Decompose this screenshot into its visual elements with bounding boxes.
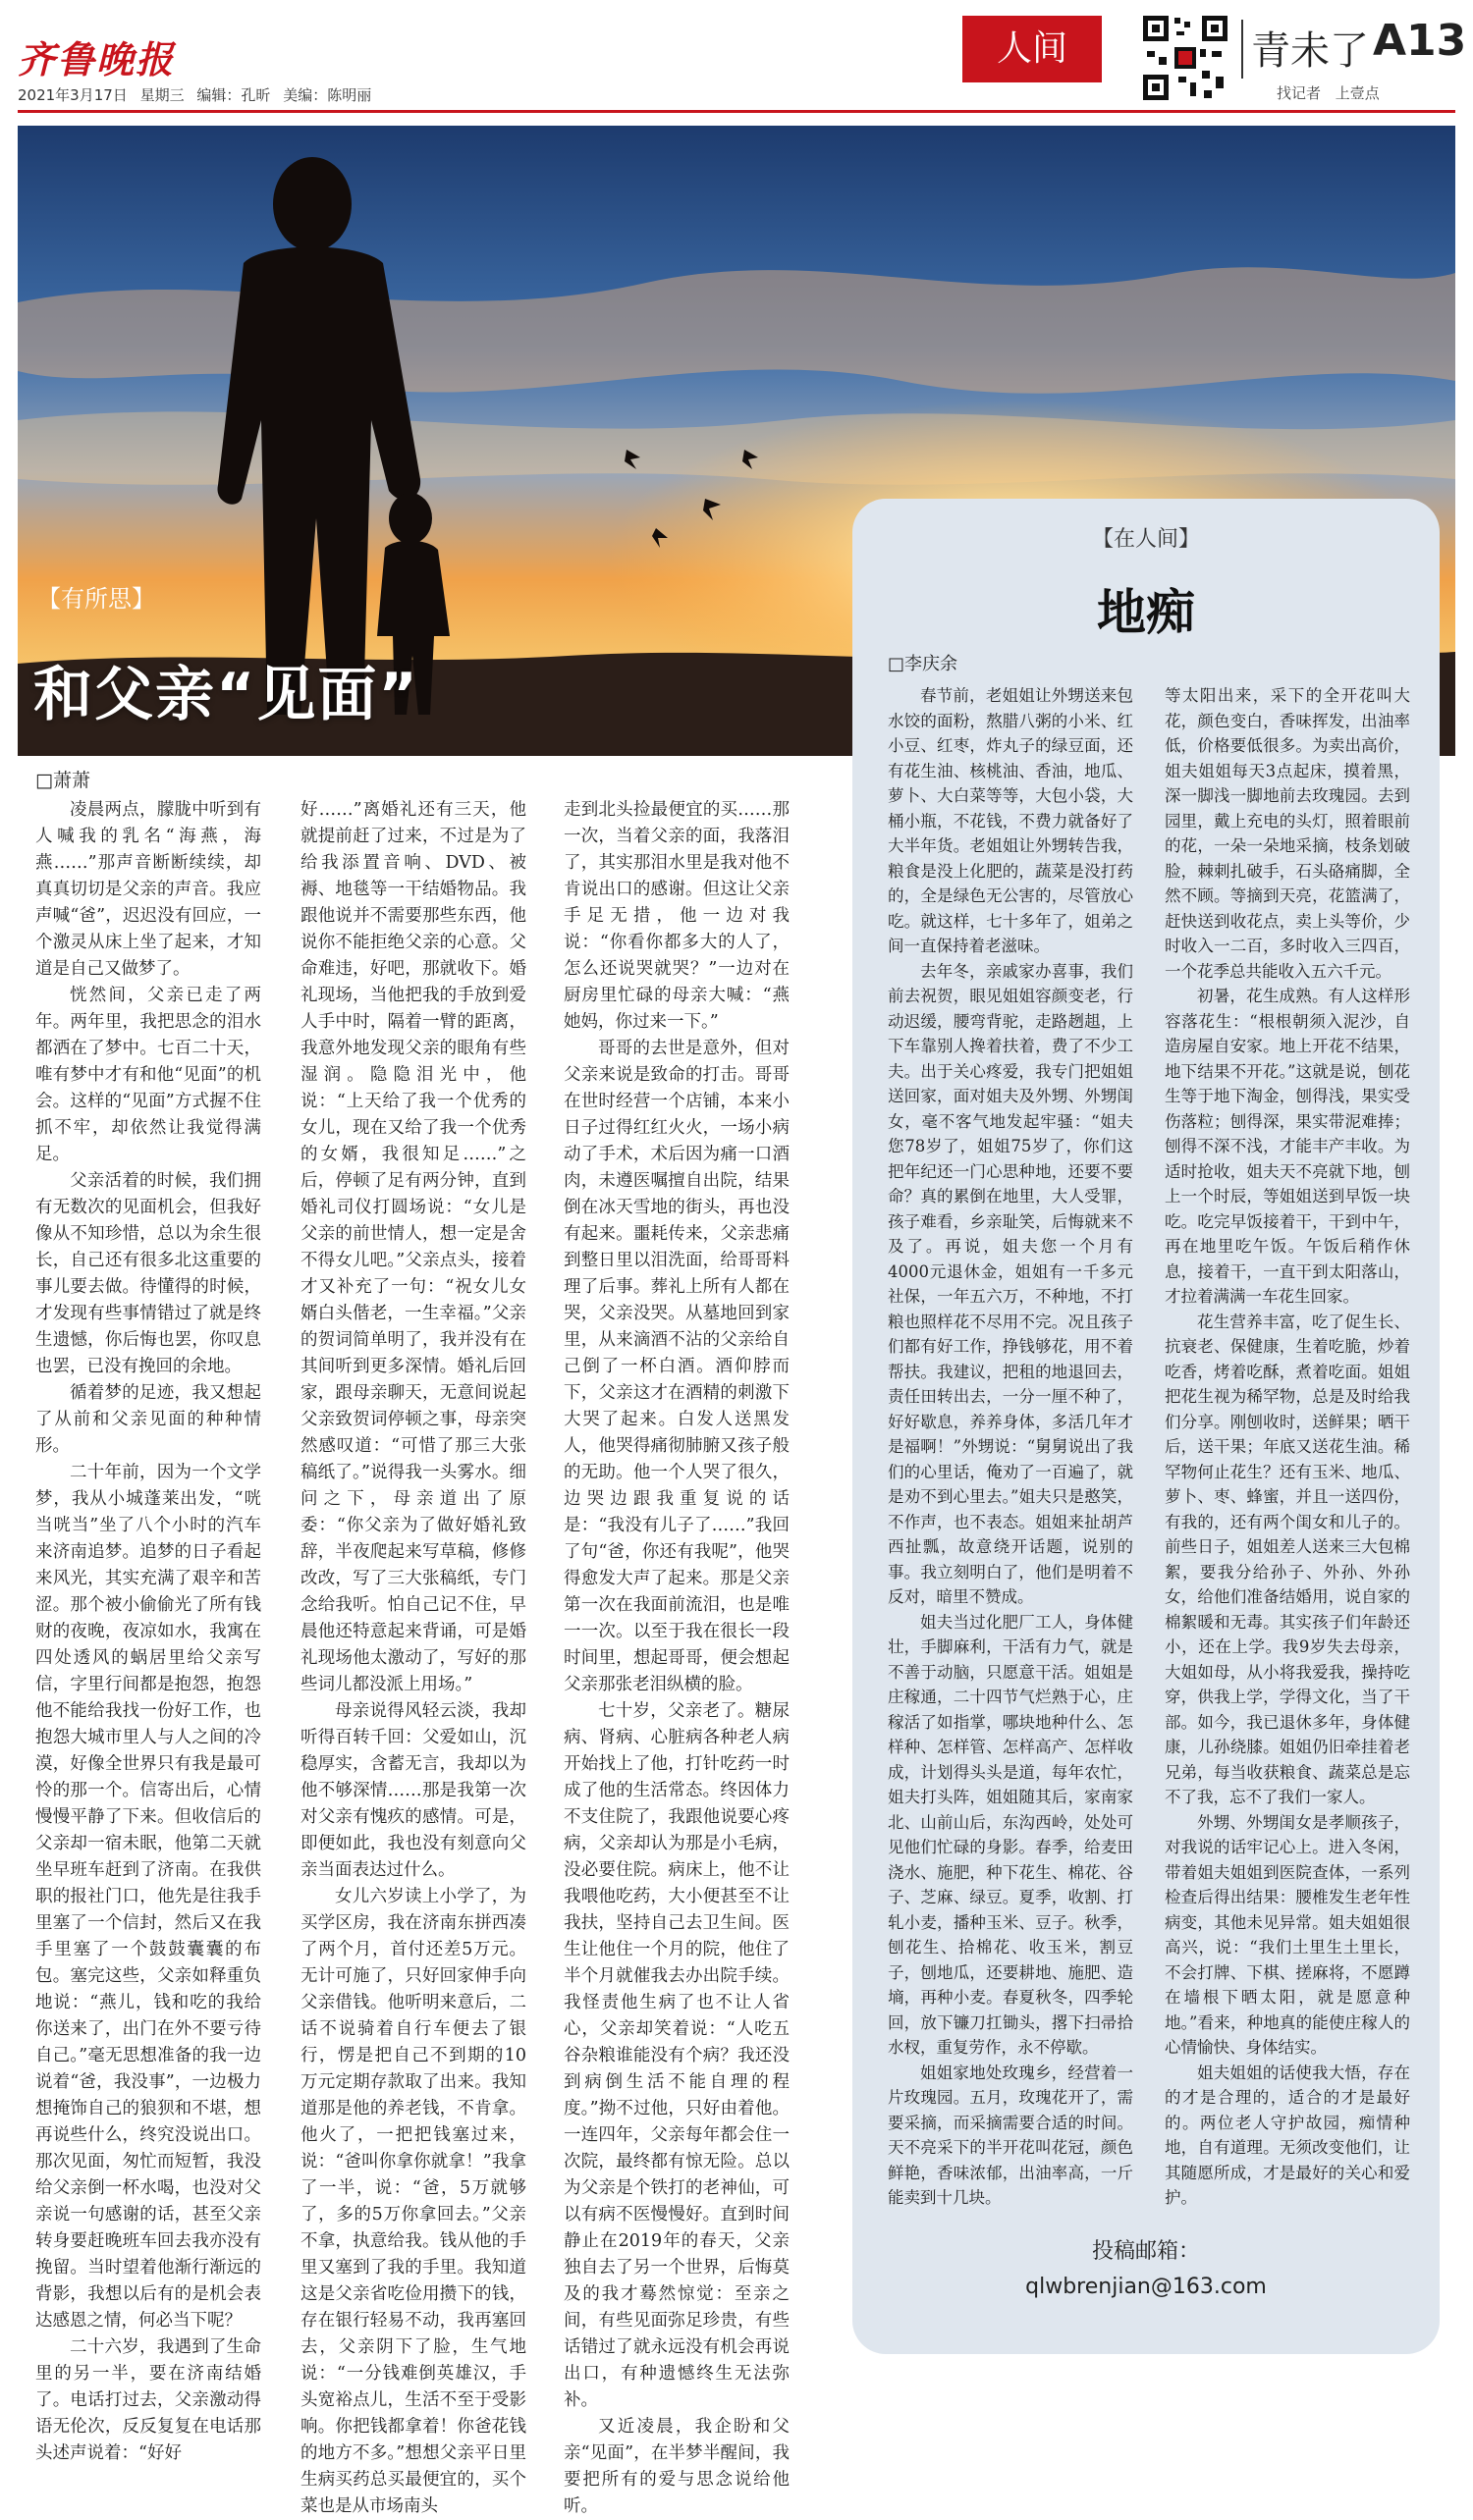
paragraph: 凌晨两点，朦胧中听到有人喊我的乳名“海燕，海燕……”那声音断断续续，却真真切切是父亲的声音。我应声喊“爸”，迟迟没有回应，一个激灵从床上坐了起来，才知道是自己又做梦了。 (35, 800, 261, 979)
submission-info (852, 2234, 1440, 2309)
masthead-logo: 齐鲁晚报 (18, 37, 176, 81)
sidebar-story-tag: 【在人间】 (1091, 527, 1200, 552)
submission-label: 投稿邮箱： (1091, 2239, 1200, 2264)
page-header (0, 0, 1473, 118)
paragraph: 七十岁，父亲老了。糖尿病、肾病、心脏病各种老人病开始找上了他，打针吃药一时成了他的生活常态。终因体力不支住院了，我跟他说要心疼病，父亲却认为那是小毛病，没必要住院。病床上，他不让我喂他吃药，大小便甚至不让我扶，坚持自己去卫生间。医生让他住一个月的院，他住了半个月就催我去办出院手续。我怪责他生病了也不让人省心，父亲却笑着说：“人吃五谷杂粮谁能没有个病？我还没到病倒生活不能自理的程度。”拗不过他，只好由着他。一连四年，父亲每年都会住一次院，最终都有惊无险。总以为父亲是个铁打的老神仙，可以有病不医慢慢好。直到时间静止在2019年的春天，父亲独自去了另一个世界，后悔莫及的我才蓦然惊觉：至亲之间，有些见面弥足珍贵，有些话错过了就永远没有机会再说出口，有种遗憾终生无法弥补。 (564, 1701, 790, 2410)
sidebar-story-panel (852, 499, 1440, 2354)
paragraph: 父亲活着的时候，我们拥有无数次的见面机会，但我好像从不知珍惜，总以为余生很长，自己还有很多北这重要的事儿要去做。待懂得的时候，才发现有些事情错过了就是终生遗憾，你后悔也罢，你叹息也罢，已没有挽回的余地。 (35, 1171, 261, 1376)
editor-credit: 编辑：孔昕 (196, 86, 271, 104)
lead-story-title: 和父亲“见面” (33, 661, 419, 729)
submission-email[interactable]: qlwbrenjian@163.com (1025, 2275, 1267, 2299)
column-name: 青未了 (1251, 28, 1369, 74)
paragraph: 花生营养丰富，吃了促生长、抗衰老、保健康，生着吃脆，炒着吃香，烤着吃酥，煮着吃面。姐姐把花生视为稀罕物，总是及时给我们分享。刚刨收时，送鲜果；晒干后，送干果；年底又送花生油。稀罕物何止花生？还有玉米、地瓜、萝卜、枣、蜂蜜，并且一送四份，有我的，还有两个闺女和儿子的。前些日子，姐姐差人送来三大包棉絮，要我分给孙子、外孙、外孙女，给他们准备结婚用，说自家的棉絮暖和无毒。其实孩子们年龄还小，还在上学。我9岁失去母亲，大姐如母，从小将我爱我，操持吃穿，供我上学，学得文化，当了干部。如今，我已退休多年，身体健康，儿孙绕膝。姐姐仍旧牵挂着老兄弟，每当收获粮食、蔬菜总是忘不了我，忘不了我们一家人。 (1165, 1312, 1410, 1806)
lead-story-tag: 【有所思】 (37, 585, 155, 613)
lead-story-byline: □萧萧 (35, 770, 90, 791)
reporter-app: 上壹点 (1335, 84, 1380, 102)
issue-date: 2021年3月17日 (18, 86, 128, 104)
paragraph: 外甥、外甥闺女是孝顺孩子，对我说的话牢记心上。进入冬闲，带着姐夫姐姐到医院查体，一系列检查后得出结果：腰椎发生老年性病变，其他未见异常。姐夫姐姐很高兴，说：“我们土里生土里长，不会打牌、下棋、搓麻将，不愿蹲在墙根下晒太阳，就是愿意种地。”看来，种地真的能使庄稼人的心情愉快、身体结实。 (1165, 1812, 1410, 2057)
paragraph: 二十年前，因为一个文学梦，我从小城蓬莱出发，“咣当咣当”坐了八个小时的汽车来济南追梦。追梦的日子看起来风光，其实充满了艰辛和苦涩。那个被小偷偷光了所有钱财的夜晚，夜凉如水，我寓在四处透风的蜗居里给父亲写信，字里行间都是抱怨，抱怨他不能给我找一份好工作，也抱怨大城市里人与人之间的冷漠，好像全世界只有我是最可怜的那一个。信寄出后，心情慢慢平静了下来。但收信后的父亲却一宿未眠，他第二天就坐早班车赶到了济南。在我供职的报社门口，他先是往我手里塞了一个信封，然后又在我手里塞了一个鼓鼓囊囊的布包。塞完这些，父亲如释重负地说：“燕儿，钱和吃的我给你送来了，出门在外不要亏待自己。”毫无思想准备的我一边说着“爸，我没事”，一边极力想掩饰自己的狼狈和不堪，想再说些什么，终究没说出口。那次见面，匆忙而短暂，我没给父亲倒一杯水喝，也没对父亲说一句感谢的话，甚至父亲转身要赶晚班车回去我亦没有挽留。当时望着他渐行渐远的背影，我想以后有的是机会表达感恩之情，何必当下呢？ (35, 1463, 261, 2331)
lead-story-column-3 (564, 797, 790, 2520)
paragraph: 初暑，花生成熟。有人这样形容落花生：“根根朝须入泥沙，自造房屋自安家。地上开花不结果，地下结果不开花。”这就是说，刨花生等于地下淘金，刨得浅，果实受伤落粒；刨得深，果实带泥难捧；刨得不深不浅，才能丰产丰收。为适时抢收，姐夫天不亮就下地，刨上一个时辰，等姐姐送到早饭一块吃。吃完早饭接着干，干到中午，再在地里吃午饭。午饭后稍作休息，接着干，一直干到太阳落山，才拉着满满一车花生回家。 (1165, 987, 1410, 1306)
paragraph: 又近凌晨，我企盼和父亲“见面”，在半梦半醒间，我要把所有的爱与思念说给他听。 (564, 2417, 790, 2516)
lead-story-column-2 (300, 797, 526, 2520)
paragraph: 去年冬，亲戚家办喜事，我们前去祝贺，眼见姐姐容颜变老，行动迟缓，腰弯背驼，走路趔趄，上下车靠别人搀着扶着，费了不少工夫。出于关心疼爱，我专门把姐姐送回家，面对姐夫及外甥、外甥闺女，毫不客气地发起牢骚：“姐夫您78岁了，姐姐75岁了，你们这把年纪还一门心思种地，还要不要命？真的累倒在地里，大人受罪，孩子难看，乡亲耻笑，后悔就来不及了。再说，姐夫您一个月有4000元退休金，姐姐有一千多元社保，一年五六万，不种地，不打粮也照样花不尽用不完。况且孩子们都有好工作，挣钱够花，用不着帮扶。我建议，把租的地退回去，责任田转出去，一分一厘不种了，好好歇息，养养身体，多活几年才是福啊！”外甥说：“舅舅说出了我们的心里话，俺劝了一百遍了，就是劝不到心里去。”姐夫只是憨笑，不作声，也不表态。姐姐来扯胡芦西扯瓢，故意绕开话题，说别的事。我立刻明白了，他们是明着不反对，暗里不赞成。 (888, 961, 1133, 1606)
sidebar-story-column-2 (1165, 683, 1410, 2211)
sidebar-story-column-1 (888, 683, 1133, 2211)
issue-weekday: 星期三 (139, 86, 185, 104)
header-divider (1241, 20, 1243, 79)
paragraph: 哥哥的去世是意外，但对父亲来说是致命的打击。哥哥在世时经营一个店铺，本来小日子过得红红火火，一场小病动了手术，术后因为痛一口酒肉，未遵医嘱擅自出院，结果倒在冰天雪地的街头，再也没有起来。噩耗传来，父亲悲痛到整日里以泪洗面，给哥哥料理了后事。葬礼上所有人都在哭，父亲没哭。从墓地回到家里，从来滴酒不沾的父亲给自己倒了一杯白酒。酒仰脖而下，父亲这才在酒精的刺激下大哭了起来。白发人送黑发人，他哭得痛彻肺腑又孩子般的无助。他一个人哭了很久，边哭边跟我重复说的话是：“我没有儿子了……”我回了句“爸，你还有我呢”，他哭得愈发大声了起来。那是父亲第一次在我面前流泪，也是唯一一次。以至于我在很长一段时间里，想起哥哥，便会想起父亲那张老泪纵横的脸。 (564, 1039, 790, 1694)
paragraph: 恍然间，父亲已走了两年。两年里，我把思念的泪水都洒在了梦中。七百二十天，唯有梦中才有和他“见面”的机会。这样的“见面”方式握不住抓不牢，却依然让我觉得满足。 (35, 986, 261, 1164)
paragraph: 姐夫姐姐的话使我大悟，存在的才是合理的，适合的才是最好的。两位老人守护故园，痴情种地，自有道理。无须改变他们，让其随愿所成，才是最好的关心和爱护。 (1165, 2063, 1410, 2207)
sidebar-story-byline: □李庆余 (888, 654, 958, 674)
paragraph: 好……”离婚礼还有三天，他就提前赶了过来，不过是为了给我添置音响、DVD、被褥、地毯等一干结婚物品。我跟他说并不需要那些东西，他说你不能拒绝父亲的心意。父命难违，好吧，那就收下。婚礼现场，当他把我的手放到爱人手中时，隔着一臂的距离，我意外地发现父亲的眼角有些湿润。隐隐泪光中，他说：“上天给了我一个优秀的女儿，现在又给了我一个优秀的女婿，我很知足……”之后，停顿了足有两分钟，直到婚礼司仪打圆场说：“女儿是父亲的前世情人，想一定是舍不得女儿吧。”父亲点头，接着才又补充了一句：“祝女儿女婿白头偕老，一生幸福。”父亲的贺词简单明了，我并没有在其间听到更多深情。婚礼后回家，跟母亲聊天，无意间说起父亲致贺词停顿之事，母亲突然感叹道：“可惜了那三大张稿纸了。”说得我一头雾水。细问之下，母亲道出了原委：“你父亲为了做好婚礼致辞，半夜爬起来写草稿，修修改改，写了三大张稿纸，专门念给我听。怕自己记不住，早晨他还特意起来背诵，可是婚礼现场他太激动了，写好的那些词儿都没派上用场。” (300, 800, 526, 1694)
qr-code-icon[interactable] (1139, 12, 1231, 104)
paragraph: 二十六岁，我遇到了生命里的另一半，要在济南结婚了。电话打过去，父亲激动得语无伦次，反反复复在电话那头述声说着：“好好 (35, 2337, 261, 2463)
issue-meta (18, 84, 371, 105)
paragraph: 等太阳出来，采下的全开花叫大花，颜色变白，香味挥发，出油率低，价格要低很多。为卖出高价，姐夫姐姐每天3点起床，摸着黑，深一脚浅一脚地前去玫瑰园。去到园里，戴上充电的头灯，照着眼前的花，一朵一朵地采摘，枝条划破脸，棘刺扎破手，石头硌痛脚，全然不顾。等摘到天亮，花篮满了，赶快送到收花点，卖上头等价，少时收入一二百，多时收入三四百，一个花季总共能收入五六千元。 (1165, 686, 1410, 981)
page-number: A13 (1373, 16, 1467, 66)
paragraph: 女儿六岁读上小学了，为买学区房，我在济南东拼西凑了两个月，首付还差5万元。无计可施了，只好回家伸手向父亲借钱。他听明来意后，二话不说骑着自行车便去了银行，愣是把自己不到期的10万元定期存款取了出来。我知道那是他的养老钱，不肯拿。他火了，一把把钱塞过来，说：“爸叫你拿你就拿！”我拿了一半，说：“爸，5万就够了，多的5万你拿回去。”父亲不拿，执意给我。钱从他的手里又塞到了我的手里。我知道这是父亲省吃俭用攒下的钱，存在银行轻易不动，我再塞回去，父亲阴下了脸，生气地说：“一分钱难倒英雄汉，手头宽裕点儿，生活不至于受影响。你把钱都拿着！你爸花钱的地方不多。”想想父亲平日里生病买药总买最便宜的，买个菜也是从市场南头 (300, 1887, 526, 2516)
paragraph: 走到北头捡最便宜的买……那一次，当着父亲的面，我落泪了，其实那泪水里是我对他不肯说出口的感谢。但这让父亲手足无措，他一边对我说：“你看你都多大的人了，怎么还说哭就哭？”一边对在厨房里忙碌的母亲大喊：“燕她妈，你过来一下。” (564, 800, 790, 1032)
designer-credit: 美编：陈明丽 (283, 86, 372, 104)
section-tag: 人间 (962, 16, 1102, 82)
paragraph: 姐夫当过化肥厂工人，身体健壮，手脚麻利，干活有力气，就是不善于动脑，只愿意干活。姐姐是庄稼通，二十四节气烂熟于心，庄稼活了如指掌，哪块地种什么、怎样种、怎样管、怎样高产、怎样收成，计划得头头是道，每年农忙，姐夫打头阵，姐姐随其后，家南家北、山前山后，东沟西岭，处处可见他们忙碌的身影。春季，给麦田浇水、施肥，种下花生、棉花、谷子、芝麻、绿豆。夏季，收割、打轧小麦，播种玉米、豆子。秋季，刨花生、拾棉花、收玉米，割豆子，刨地瓜，还要耕地、施肥、造墒，再种小麦。春夏秋冬，四季轮回，放下镰刀扛锄头，撂下扫帚拾水杈，重复劳作，永不停歇。 (888, 1612, 1133, 2057)
paragraph: 春节前，老姐姐让外甥送来包水饺的面粉，熬腊八粥的小米、红小豆、红枣，炸丸子的绿豆面，还有花生油、核桃油、香油，地瓜、萝卜、大白菜等等，大包小袋，大桶小瓶，不花钱，不费力就备好了大半年货。老姐姐让外甥转告我，粮食是没上化肥的，蔬菜是没打药的，全是绿色无公害的，尽管放心吃。就这样，七十多年了，姐弟之间一直保持着老滋味。 (888, 686, 1133, 955)
lead-story-column-1 (35, 797, 261, 2467)
header-rule (18, 110, 1455, 113)
paragraph: 姐姐家地处玫瑰乡，经营着一片玫瑰园。五月，玫瑰花开了，需要采摘，而采摘需要合适的时间。天不亮采下的半开花叫花冠，颜色鲜艳，香味浓郁，出油率高，一斤能卖到十几块。 (888, 2063, 1133, 2207)
sidebar-story-title: 地痴 (1097, 584, 1195, 641)
reporter-credit (1277, 82, 1380, 103)
reporter-label: 找记者 (1277, 84, 1322, 102)
paragraph: 循着梦的足迹，我又想起了从前和父亲见面的种种情形。 (35, 1383, 261, 1456)
paragraph: 母亲说得风轻云淡，我却听得百转千回：父爱如山，沉稳厚实，含蓄无言，我却以为他不够深情……那是我第一次对父亲有愧疚的感情。可是，即便如此，我也没有刻意向父亲当面表达过什么。 (300, 1701, 526, 1880)
